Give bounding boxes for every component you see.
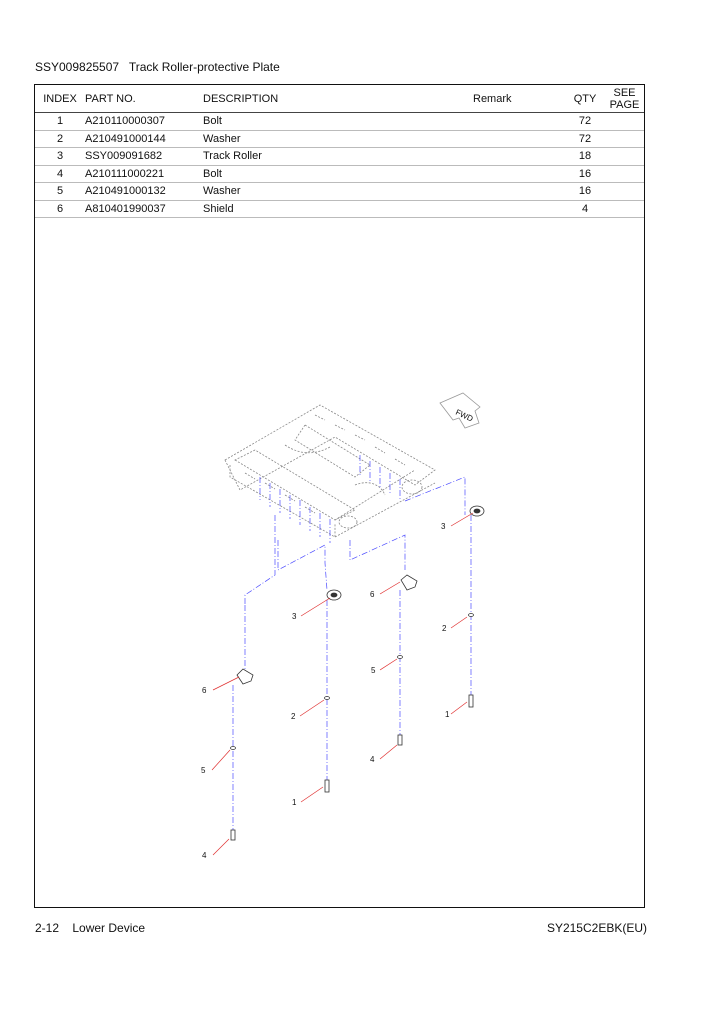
callout-label: 6 (202, 686, 207, 695)
row-description: Bolt (203, 113, 473, 131)
fwd-label: FWD (454, 407, 475, 424)
washer-icon (469, 614, 474, 617)
callout-label: 4 (202, 851, 207, 860)
col-see-page-header (605, 85, 644, 113)
col-part-no-header: PART NO. (85, 85, 203, 113)
row-qty: 16 (565, 183, 605, 201)
track-frame-illustration (225, 405, 435, 537)
bolt-icon (398, 735, 402, 745)
row-description: Bolt (203, 165, 473, 183)
row-see-page (605, 183, 644, 201)
row-index: 4 (35, 165, 85, 183)
see-page-label: SEE PAGE (609, 86, 640, 111)
col-qty-header: QTY (565, 85, 605, 113)
row-index: 3 (35, 148, 85, 166)
washer-icon (325, 697, 330, 700)
callout-label: 6 (370, 590, 375, 599)
callout-label: 4 (370, 755, 375, 764)
col-index-header: INDEX (35, 85, 85, 113)
row-description: Washer (203, 130, 473, 148)
row-index: 2 (35, 130, 85, 148)
part-glyphs (231, 506, 485, 840)
fwd-arrow-icon (440, 393, 480, 428)
table-row (35, 165, 644, 183)
row-part-no: A210491000132 (85, 183, 203, 201)
page-title: SSY009825507 Track Roller-protective Plate (35, 60, 280, 74)
row-index: 6 (35, 200, 85, 218)
row-qty: 18 (565, 148, 605, 166)
callout-label: 1 (292, 798, 297, 807)
parts-table (35, 85, 644, 218)
row-qty: 72 (565, 130, 605, 148)
row-see-page (605, 165, 644, 183)
shield-icon (237, 669, 253, 684)
row-remark (473, 130, 565, 148)
table-row (35, 130, 644, 148)
shield-icon (401, 575, 417, 590)
callout-label: 3 (441, 522, 446, 531)
footer-model: SY215C2EBK(EU) (546, 921, 647, 935)
row-description: Washer (203, 183, 473, 201)
row-description: Shield (203, 200, 473, 218)
parts-frame (34, 84, 645, 908)
callout-label: 5 (371, 666, 376, 675)
row-index: 1 (35, 113, 85, 131)
washer-icon (398, 656, 403, 659)
callout-label: 1 (445, 710, 450, 719)
callout-label: 2 (442, 624, 447, 633)
table-row (35, 113, 644, 131)
row-qty: 72 (565, 113, 605, 131)
callout-label: 5 (201, 766, 206, 775)
row-part-no: A210110000307 (85, 113, 203, 131)
table-row (35, 148, 644, 166)
table-header-row (35, 85, 644, 113)
row-remark (473, 183, 565, 201)
bolt-icon (231, 830, 235, 840)
col-description-header: DESCRIPTION (203, 85, 473, 113)
row-qty: 4 (565, 200, 605, 218)
row-see-page (605, 148, 644, 166)
track-roller-icon (470, 506, 484, 516)
leader-lines (212, 513, 473, 855)
washer-icon (231, 747, 236, 750)
callout-label: 2 (291, 712, 296, 721)
row-part-no: A210111000221 (85, 165, 203, 183)
row-remark (473, 165, 565, 183)
table-row (35, 183, 644, 201)
exploded-parts-drawing (35, 215, 644, 905)
row-remark (473, 148, 565, 166)
bolt-icon (469, 695, 473, 707)
row-description: Track Roller (203, 148, 473, 166)
row-qty: 16 (565, 165, 605, 183)
row-part-no: A810401990037 (85, 200, 203, 218)
row-remark (473, 113, 565, 131)
row-see-page (605, 113, 644, 131)
row-see-page (605, 130, 644, 148)
bolt-icon (325, 780, 329, 792)
row-part-no: SSY009091682 (85, 148, 203, 166)
row-index: 5 (35, 183, 85, 201)
row-part-no: A210491000144 (85, 130, 203, 148)
assembly-lines (233, 455, 471, 840)
footer-section: 2-12 Lower Device (35, 921, 146, 935)
callout-label: 3 (292, 612, 297, 621)
col-remark-header: Remark (473, 85, 565, 113)
